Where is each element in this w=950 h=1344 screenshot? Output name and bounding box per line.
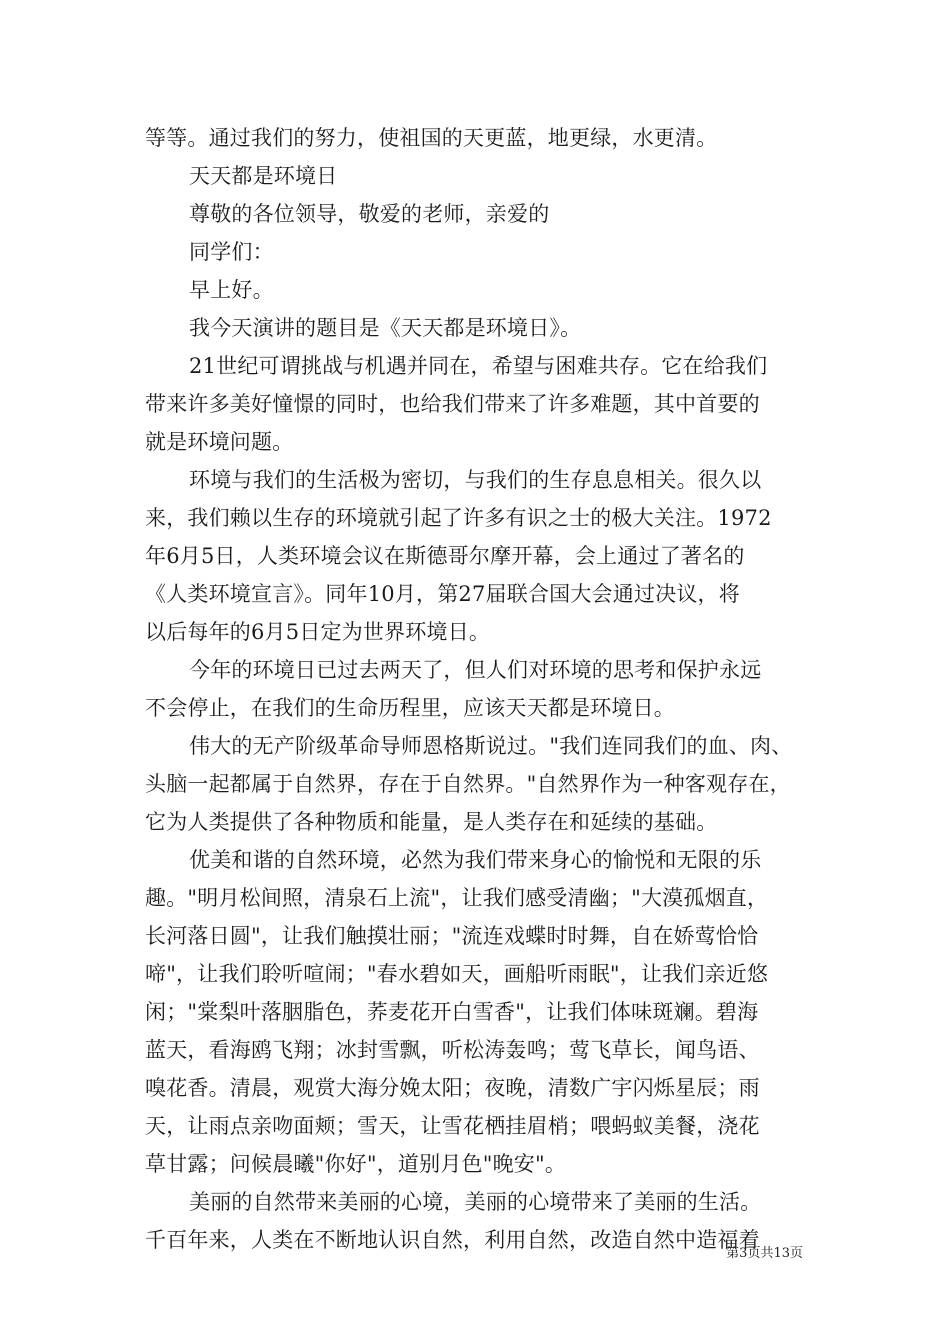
speech-title: 天天都是环境日	[189, 164, 338, 188]
greeting-line: 早上好。	[189, 278, 274, 302]
text-line: 千百年来，人类在不断地认识自然，利用自然，改造自然中造福着	[145, 1228, 760, 1252]
text-line: 天，让雨点亲吻面颊；雪天，让雪花栖挂眉梢；喂蚂蚁美餐，浇花	[145, 1114, 760, 1138]
text-line: 蓝天，看海鸥飞翔；冰封雪飘，听松涛轰鸣；莺飞草长，闻鸟语、	[145, 1038, 760, 1062]
document-body	[145, 119, 811, 1259]
text-line: 不会停止，在我们的生命历程里，应该天天都是环境日。	[145, 696, 675, 720]
text-line: 来，我们赖以生存的环境就引起了许多有识之士的极大关注。1972	[145, 506, 772, 530]
text-line: 以后每年的6月5日定为世界环境日。	[145, 620, 491, 644]
text-line: 我今天演讲的题目是《天天都是环境日》。	[189, 316, 582, 340]
text-line: 长河落日圆"，让我们触摸壮丽；"流连戏蝶时时舞，自在娇莺恰恰	[145, 924, 759, 948]
text-line: 伟大的无产阶级革命导师恩格斯说过。"我们连同我们的血、肉、	[189, 734, 793, 758]
text-line: 优美和谐的自然环境，必然为我们带来身心的愉悦和无限的乐	[189, 848, 762, 872]
text-line: 闲；"棠梨叶落胭脂色，荞麦花开白雪香"，让我们体味斑斓。碧海	[145, 1000, 759, 1024]
salutation-line: 尊敬的各位领导，敬爱的老师，亲爱的	[189, 202, 550, 226]
salutation-line: 同学们：	[189, 240, 274, 264]
text-line: 嗅花香。清晨，观赏大海分娩太阳；夜晚，清数广宇闪烁星辰；雨	[145, 1076, 760, 1100]
text-line: 趣。"明月松间照，清泉石上流"，让我们感受清幽；"大漠孤烟直，	[145, 886, 769, 910]
text-line: 等等。通过我们的努力，使祖国的天更蓝，地更绿，水更清。	[145, 126, 718, 150]
text-line: 头脑一起都属于自然界，存在于自然界。"自然界作为一种客观存在，	[145, 772, 791, 796]
text-line: 就是环境问题。	[145, 430, 294, 454]
text-line: 啼"，让我们聆听喧闹；"春水碧如天，画船听雨眠"，让我们亲近悠	[145, 962, 769, 986]
text-line: 《人类环境宣言》。同年10月，第27届联合国大会通过决议，将	[145, 582, 740, 606]
text-line: 美丽的自然带来美丽的心境，美丽的心境带来了美丽的生活。	[189, 1190, 762, 1214]
text-line: 年6月5日，人类环境会议在斯德哥尔摩开幕，会上通过了著名的	[145, 544, 745, 568]
text-line: 21世纪可谓挑战与机遇并同在，希望与困难共存。它在给我们	[189, 354, 768, 378]
text-line: 草甘露；问候晨曦"你好"，道别月色"晚安"。	[145, 1152, 567, 1176]
text-line: 环境与我们的生活极为密切，与我们的生存息息相关。很久以	[189, 468, 762, 492]
text-line: 今年的环境日已过去两天了，但人们对环境的思考和保护永远	[189, 658, 762, 682]
text-line: 它为人类提供了各种物质和能量，是人类存在和延续的基础。	[145, 810, 718, 834]
text-line: 带来许多美好憧憬的同时，也给我们带来了许多难题，其中首要的	[145, 392, 760, 416]
page-number: 第3页共13页	[726, 1246, 803, 1261]
